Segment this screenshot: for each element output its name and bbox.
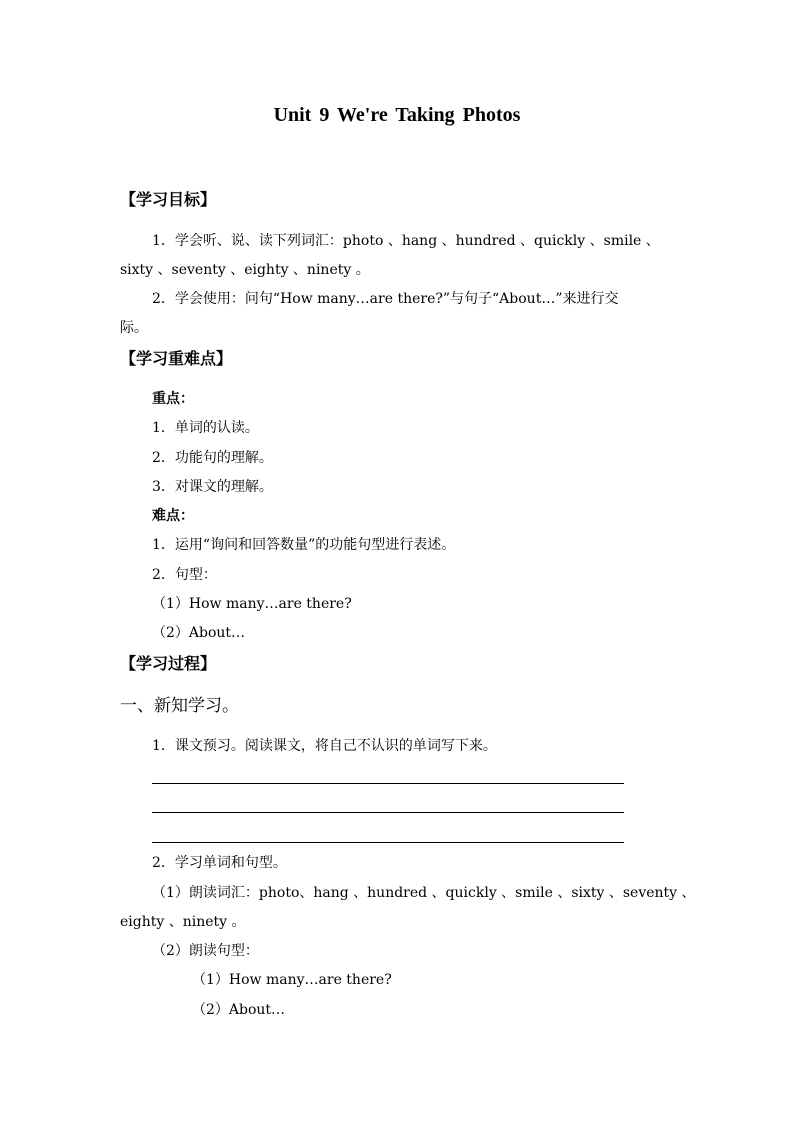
answer-blank-line[interactable] [152, 812, 624, 813]
difficult-point-item: 1．运用“询问和回答数量”的功能句型进行表述。 [152, 537, 456, 553]
part-1-title: 一、新知学习。 [120, 696, 239, 716]
goal-item-2-line-2: 际。 [120, 320, 148, 336]
answer-blank-line[interactable] [152, 842, 624, 843]
key-point-item: 1．单词的认读。 [152, 420, 259, 436]
keypoints-heading: 【学习重难点】 [120, 349, 233, 368]
goal-item-2-line-1: 2．学会使用：问句“How many…are there?”与句子“About…”来进行交 [152, 291, 619, 307]
sentence-pattern: （2）About… [152, 625, 246, 641]
key-points-label: 重点： [152, 391, 194, 407]
read-words-line-2: eighty 、ninety 。 [120, 914, 246, 930]
difficult-points-label: 难点： [152, 508, 194, 524]
step-1: 1．课文预习。阅读课文，将自己不认识的单词写下来。 [152, 738, 497, 754]
process-heading: 【学习过程】 [120, 654, 217, 673]
difficult-point-item: 2．句型： [152, 567, 217, 583]
goals-heading: 【学习目标】 [120, 190, 217, 209]
read-words-line-1: （1）朗读词汇：photo、hang 、hundred 、quickly 、smile 、sixty 、seventy 、 [152, 885, 696, 901]
sentence-pattern: （2）About… [192, 1002, 286, 1018]
step-2: 2．学习单词和句型。 [152, 855, 287, 871]
page-title: Unit 9 We're Taking Photos [273, 104, 521, 126]
goal-item-1-line-1: 1．学会听、说、读下列词汇：photo 、hang 、hundred 、quickly 、smile 、 [152, 233, 660, 249]
key-point-item: 3．对课文的理解。 [152, 479, 273, 495]
answer-blank-line[interactable] [152, 783, 624, 784]
sentence-pattern: （1）How many…are there? [152, 596, 352, 612]
goal-item-1-line-2: sixty 、seventy 、eighty 、ninety 。 [120, 262, 370, 278]
key-point-item: 2．功能句的理解。 [152, 450, 273, 466]
read-sentences-label: （2）朗读句型： [152, 943, 259, 959]
sentence-pattern: （1）How many…are there? [192, 972, 392, 988]
